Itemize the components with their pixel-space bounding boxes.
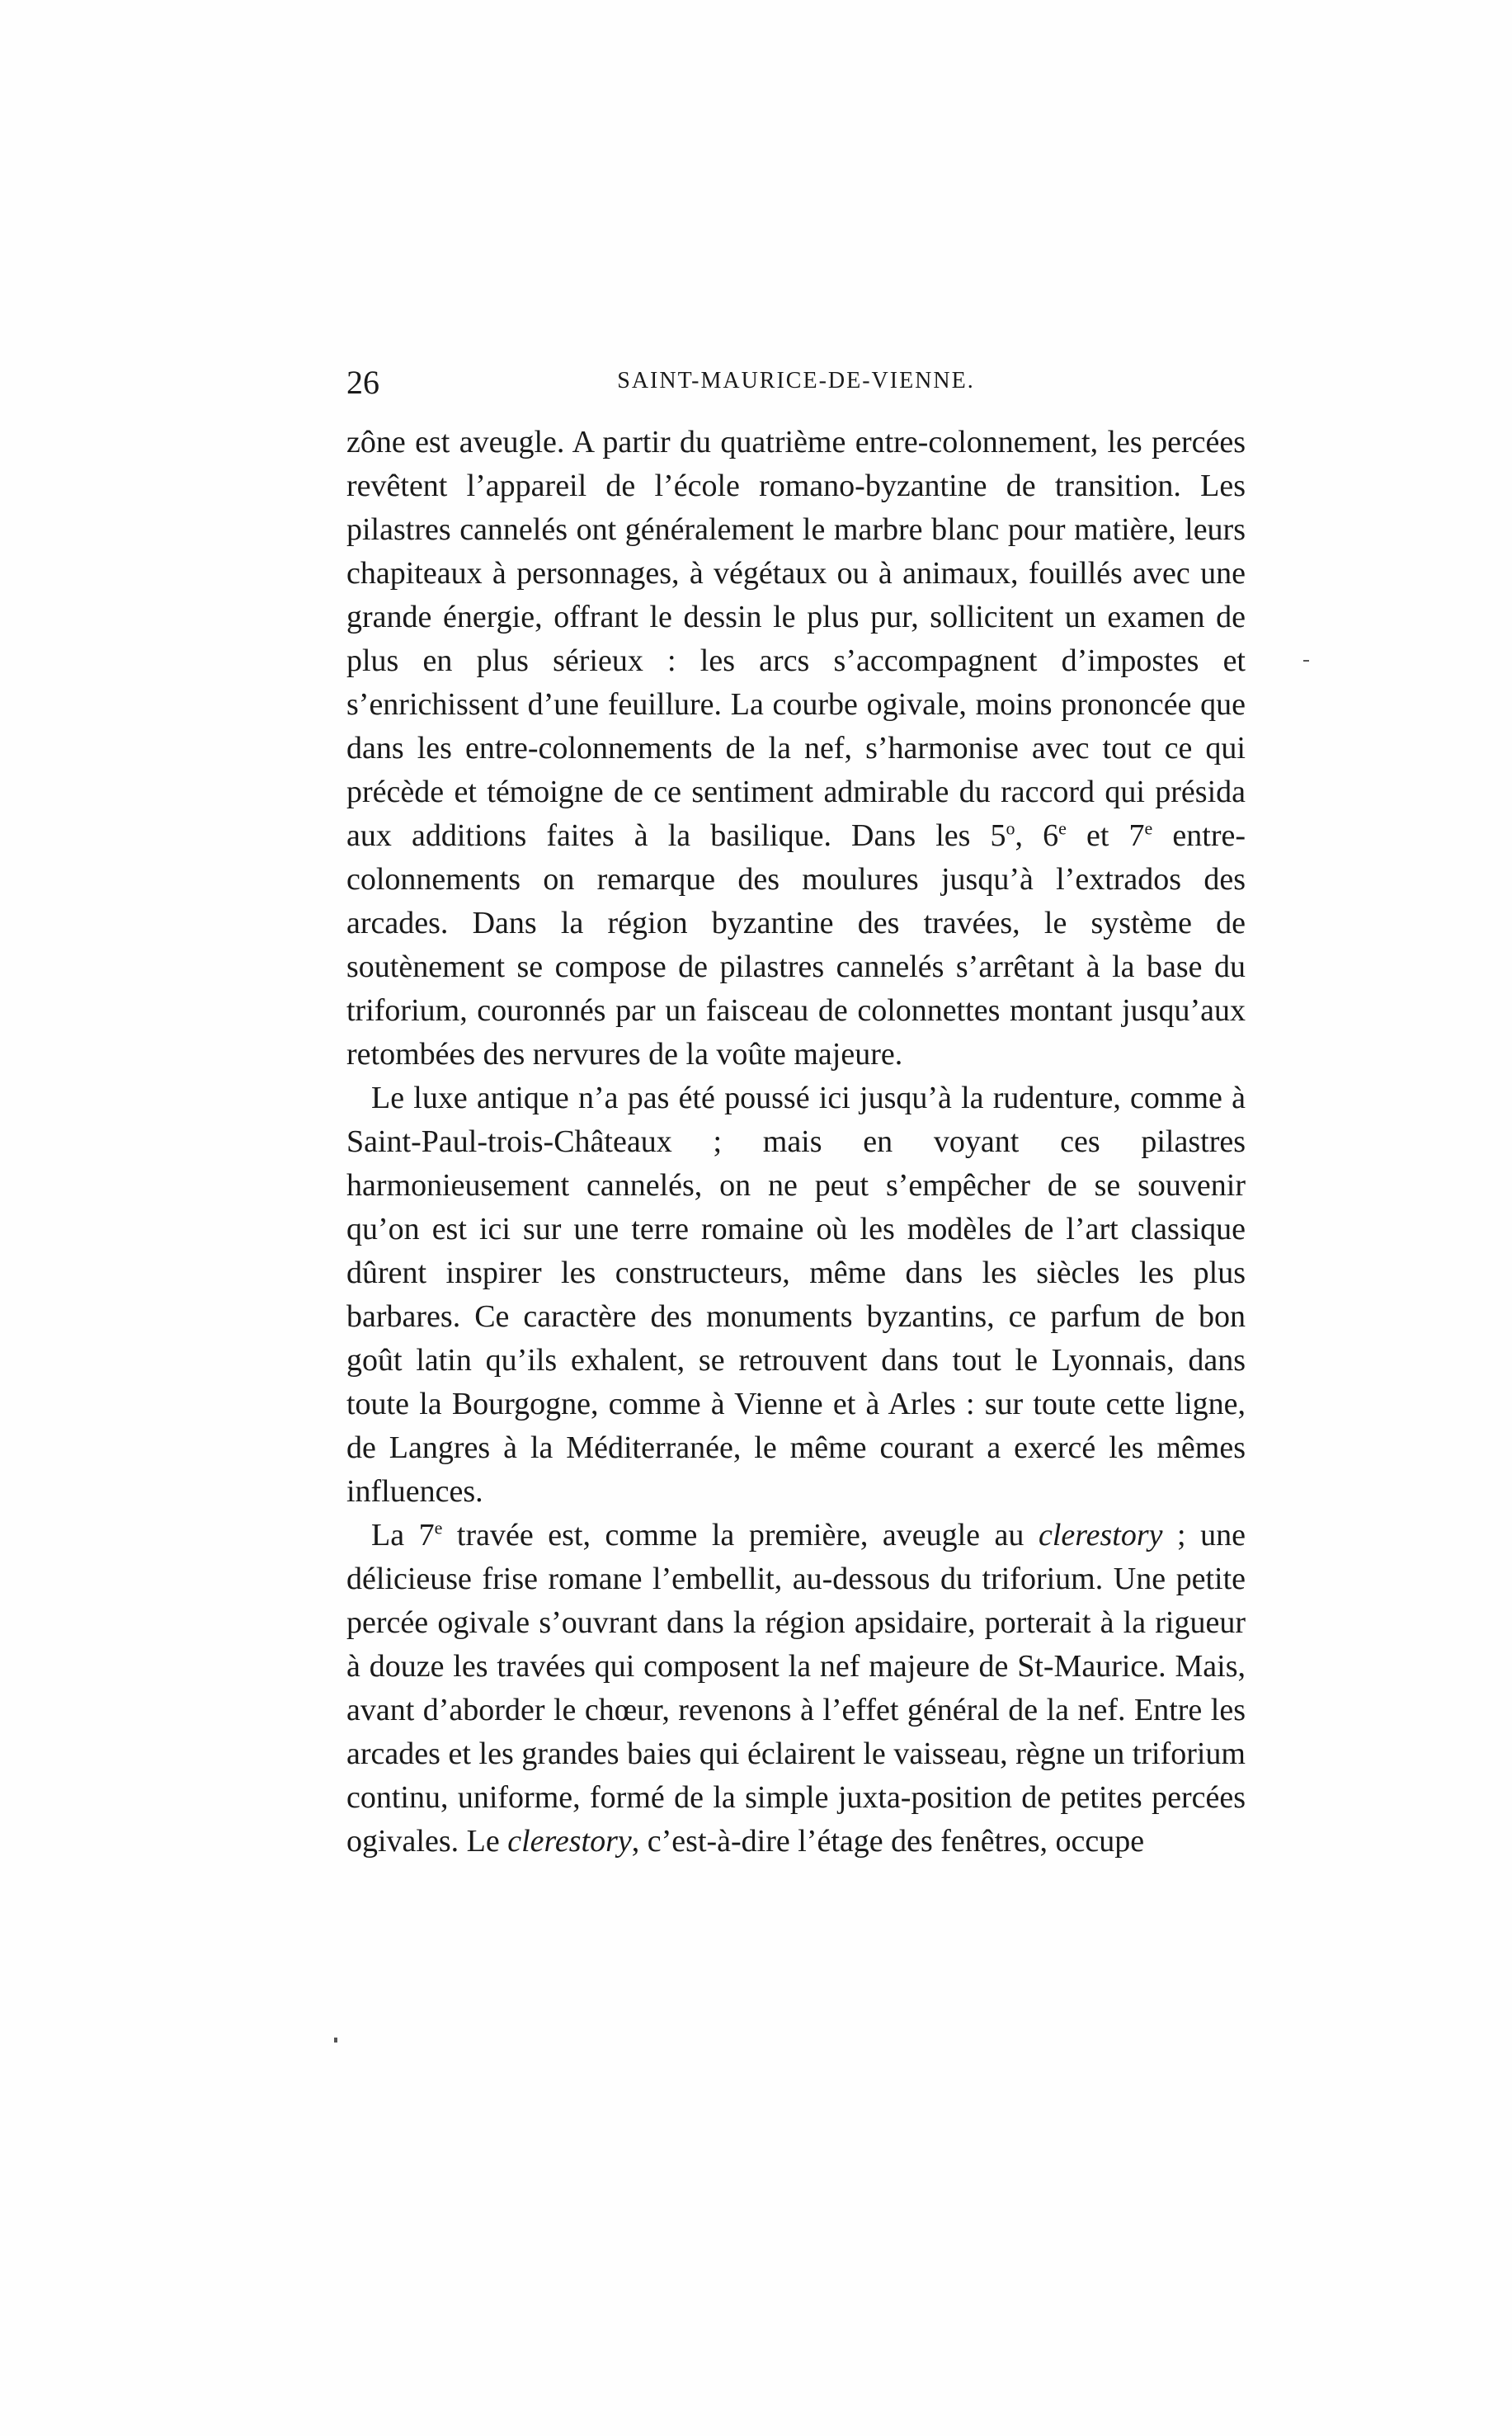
text-segment: , 6 [1015,818,1059,853]
body-text [346,421,1246,1864]
text-segment: zône est aveugle. A partir du quatrième entre-colonnement, les percées revêtent l’appareil de l’école romano-byzantine de transition. Les pilastres cannelés ont généralement le marbre blanc pour matière, leurs chapiteaux à personnages, à végétaux ou à animaux, fouillés avec une grande énergie, offrant le dessin le plus pur, sollicitent un examen de plus en plus sérieux : les arcs s’accompagnent d’impostes et s’enrichissent d’une feuillure. La courbe ogivale, moins prononcée que dans les entre-colonnements de la nef, s’harmonise avec tout ce qui précède et témoigne de ce sentiment admirable du raccord qui présida aux additions faites à la basilique. Dans les 5 [346,425,1246,853]
margin-speck [1303,660,1309,662]
italic-term: clerestory [1038,1518,1163,1553]
text-segment: La 7 [371,1518,435,1553]
superscript: e [434,1517,443,1538]
page-header [346,363,1246,412]
text-segment: Le luxe antique n’a pas été poussé ici jusqu’à la rudenture, comme à Saint-Paul-trois-Châteaux ; mais en voyant ces pilastres harmonieusement cannelés, on ne peut s’empêcher de se souvenir qu’on est ici sur une terre romaine où les modèles de l’art classique dûrent inspirer les constructeurs, même dans les siècles les plus barbares. Ce caractère des monuments byzantins, ce parfum de bon goût latin qu’ils exhalent, se retrouvent dans tout le Lyonnais, dans toute la Bourgogne, comme à Vienne et à Arles : sur toute cette ligne, de Langres à la Méditerranée, le même courant a exercé les mêmes influences. [346,1081,1246,1509]
superscript: e [1058,817,1067,839]
text-segment: et 7 [1066,818,1145,853]
margin-speck [334,2038,337,2043]
running-title: SAINT-MAURICE-DE-VIENNE. [617,368,975,393]
paragraph [346,1514,1246,1864]
text-segment: entre-colonnements on remarque des moulures jusqu’à l’extrados des arcades. Dans la région byzantine des travées, le système de soutènement se compose de pilastres cannelés s’arrêtant à la base du triforium, couronnés par un faisceau de colonnettes montant jusqu’aux retombées des nervures de la voûte majeure. [346,818,1246,1072]
paragraph [346,1077,1246,1514]
paragraph [346,421,1246,1077]
superscript: e [1144,817,1153,839]
text-segment: , c’est-à-dire l’étage des fenêtres, occupe [631,1824,1145,1859]
page-number: 26 [346,364,379,401]
superscript: o [1006,817,1015,839]
italic-term: clerestory [507,1824,632,1859]
text-segment: travée est, comme la première, aveugle au [442,1518,1039,1553]
text-segment: ; une délicieuse frise romane l’embellit, au-dessous du triforium. Une petite percée ogivale s’ouvrant dans la région apsidaire, porterait à la rigueur à douze les travées qui composent la nef majeure de St-Maurice. Mais, avant d’aborder le chœur, revenons à l’effet général de la nef. Entre les arcades et les grandes baies qui éclairent le vaisseau, règne un triforium continu, uniforme, formé de la simple juxta-position de petites percées ogivales. Le [346,1518,1246,1859]
